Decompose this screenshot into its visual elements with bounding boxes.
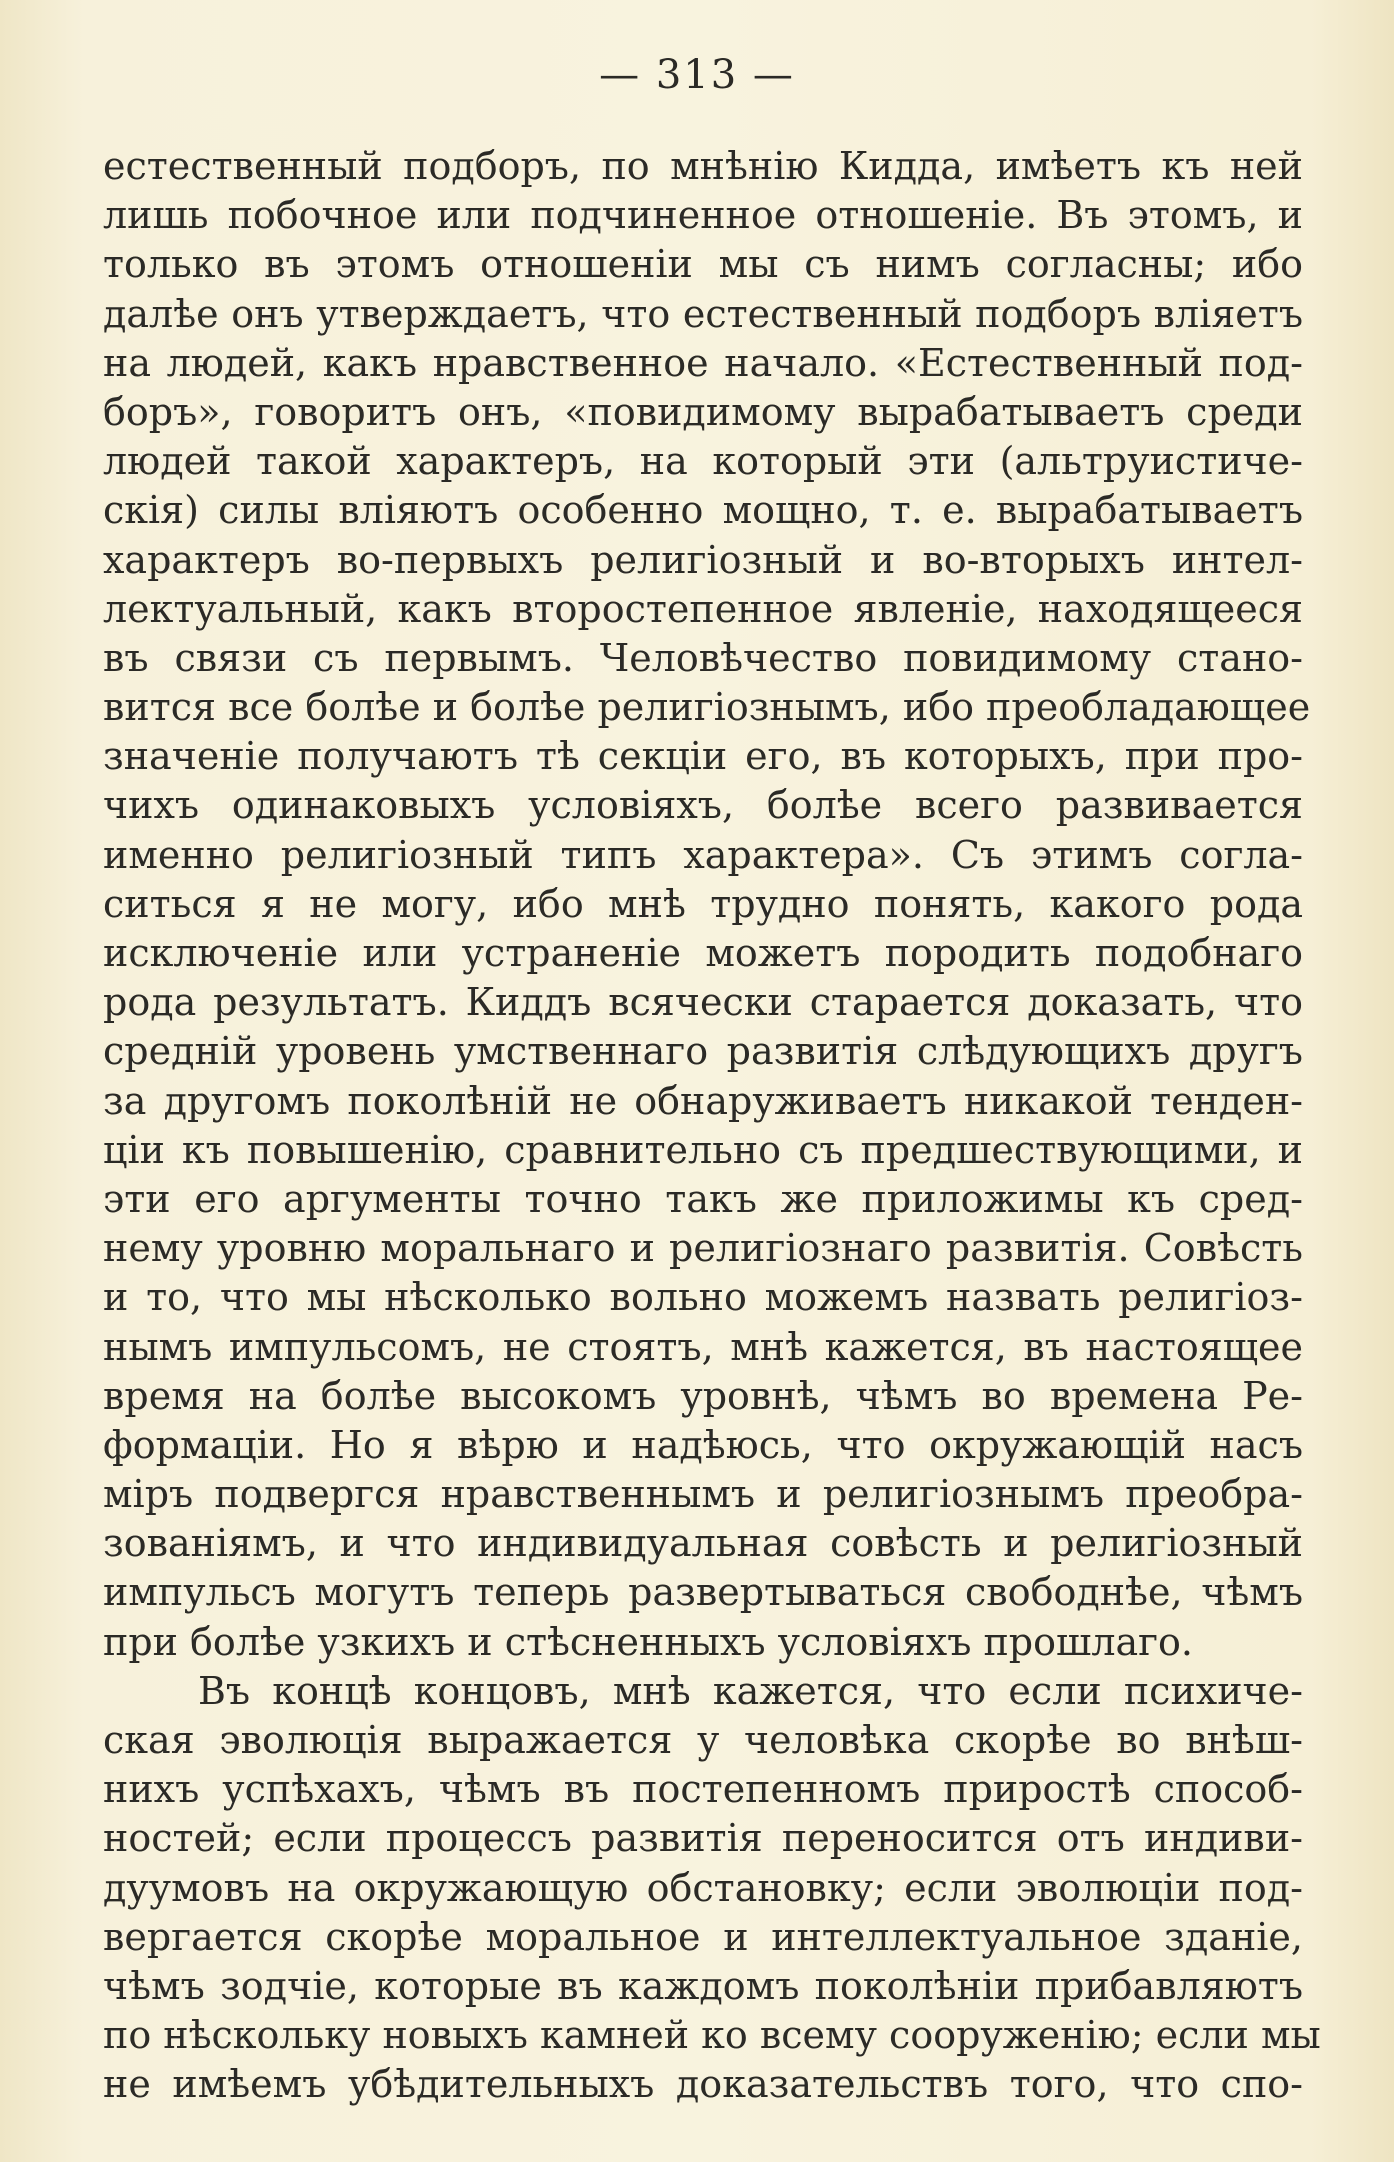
text-line: по нѣскольку новыхъ камней ко всему сооруженію; если мы (103, 2013, 1321, 2058)
text-line: дуумовъ на окружающую обстановку; если эволюціи под- (103, 1865, 1303, 1910)
text-line: характеръ во-первыхъ религіозный и во-вторыхъ интел- (103, 537, 1303, 582)
text-line: и то, что мы нѣсколько вольно можемъ назвать религіоз- (103, 1275, 1303, 1320)
text-line: эти его аргументы точно такъ же приложимы къ сред- (103, 1176, 1303, 1221)
text-line: людей такой характеръ, на который эти (альтруистиче- (103, 439, 1303, 484)
text-line: естественный подборъ, по мнѣнію Кидда, имѣетъ къ ней (103, 144, 1303, 188)
paragraph-start-line: Въ концѣ концовъ, мнѣ кажется, что если психиче- (198, 1668, 1303, 1713)
text-line: только въ этомъ отношеніи мы съ нимъ согласны; ибо (103, 242, 1303, 287)
text-line: боръ», говоритъ онъ, «повидимому вырабатываетъ среди (103, 389, 1303, 434)
text-line: далѣе онъ утверждаетъ, что естественный подборъ вліяетъ (103, 291, 1303, 336)
text-line: формаціи. Но я вѣрю и надѣюсь, что окружающій насъ (103, 1422, 1303, 1467)
text-line: лишь побочное или подчиненное отношеніе. Въ этомъ, и (103, 193, 1303, 238)
text-line: въ связи съ первымъ. Человѣчество повидимому стано- (103, 635, 1303, 680)
text-line: средній уровень умственнаго развитія слѣдующихъ другъ (103, 1029, 1303, 1074)
text-line: лектуальный, какъ второстепенное явленіе, находящееся (103, 586, 1303, 631)
text-line: время на болѣе высокомъ уровнѣ, чѣмъ во времена Ре- (103, 1373, 1303, 1418)
text-line: не имѣемъ убѣдительныхъ доказательствъ того, что спо- (103, 2062, 1303, 2107)
text-line: ностей; если процессъ развитія переносится отъ индиви- (103, 1816, 1303, 1861)
text-line: вергается скорѣе моральное и интеллектуальное зданіе, (103, 1914, 1303, 1959)
text-line: нихъ успѣхахъ, чѣмъ въ постепенномъ приростѣ способ- (103, 1767, 1303, 1812)
text-line: значеніе получаютъ тѣ секціи его, въ которыхъ, при про- (103, 734, 1303, 779)
text-line: на людей, какъ нравственное начало. «Естественный под- (103, 340, 1303, 385)
text-line: чѣмъ зодчіе, которые въ каждомъ поколѣніи прибавляютъ (103, 1963, 1303, 2008)
page-number: — 313 — (599, 52, 795, 98)
text-line: именно религіозный типъ характера». Съ этимъ согла- (103, 832, 1303, 877)
text-line: импульсъ могутъ теперь развертываться свободнѣе, чѣмъ (103, 1570, 1303, 1615)
text-line: нему уровню моральнаго и религіознаго развитія. Совѣсть (103, 1226, 1303, 1271)
text-line: исключеніе или устраненіе можетъ породить подобнаго (103, 931, 1303, 975)
text-line: ская эволюція выражается у человѣка скорѣе во внѣш- (103, 1718, 1303, 1762)
text-line: за другомъ поколѣній не обнаруживаетъ никакой тенден- (103, 1078, 1303, 1123)
text-line: міръ подвергся нравственнымъ и религіознымъ преобра- (103, 1472, 1303, 1517)
paragraph-end-line: при болѣе узкихъ и стѣсненныхъ условіяхъ прошлаго. (103, 1619, 1193, 1664)
text-line: вится все болѣе и болѣе религіознымъ, ибо преобладающее (103, 685, 1311, 730)
body-text (103, 142, 1321, 2110)
text-line: ціи къ повышенію, сравнительно съ предшествующими, и (103, 1127, 1303, 1172)
text-line: нымъ импульсомъ, не стоятъ, мнѣ кажется, въ настоящее (103, 1324, 1303, 1369)
text-line: зованіямъ, и что индивидуальная совѣсть и религіозный (103, 1521, 1303, 1566)
text-line: чихъ одинаковыхъ условіяхъ, болѣе всего развивается (103, 783, 1303, 828)
text-line: рода результатъ. Киддъ всячески старается доказать, что (103, 980, 1303, 1025)
text-line: ситься я не могу, ибо мнѣ трудно понять, какого рода (103, 881, 1303, 926)
text-line: скія) силы вліяютъ особенно мощно, т. е. вырабатываетъ (103, 488, 1303, 533)
